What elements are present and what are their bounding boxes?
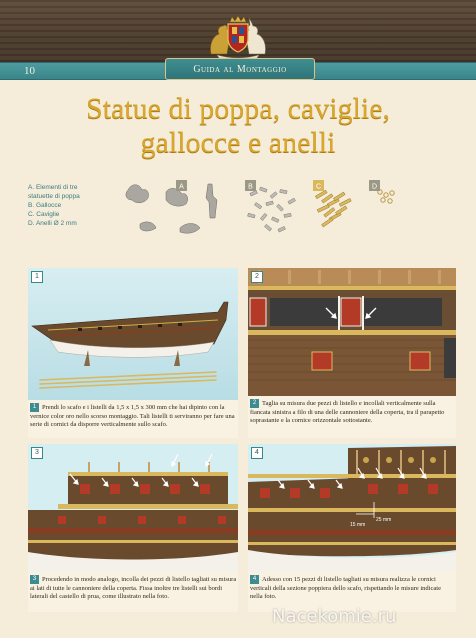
- step-4-photo: [248, 444, 456, 572]
- step-3-body: Procedendo in modo analogo, incolla dei pezzi di listello tagliati su misura ai lati di tutte le cannoniere della coperta. Fissa inoltre tre listelli sui bordi laterali del castello di prua, come illustrato nella foto.: [30, 575, 237, 601]
- step-3-badge: 3: [30, 575, 39, 584]
- parts-item: C. Caviglie: [28, 211, 60, 218]
- part-letter-b: B: [248, 183, 253, 191]
- step-4-body: Adesso con 15 pezzi di listello tagliati su misura realizza le cornici verticali della sezione poppiera dello scafo, rispettando le misure indicate nella foto.: [250, 575, 441, 601]
- step-3-photo: [28, 444, 238, 572]
- step-1-text: [30, 403, 237, 430]
- measure-label-a: 25 mm: [376, 517, 392, 523]
- watermark-text: Nacekomie.ru: [272, 606, 397, 627]
- step-4-number: 4: [251, 447, 263, 459]
- step-panel-3: [28, 444, 238, 612]
- step-2-photo: [248, 268, 456, 396]
- step-panel-1: [28, 268, 238, 438]
- ring-parts-icon: [378, 190, 394, 203]
- parts-item: B. Gallocce: [28, 202, 62, 209]
- step-2-body: Taglia su misura due pezzi di listello e incollali verticalmente sulla fiancata sinistra a filo di una delle cannoniere della coperta, tra il parapetto soprastante e la cornice orizzontale sottostante.: [250, 399, 445, 425]
- step-2-badge: 2: [250, 399, 259, 408]
- step-2-text: [250, 399, 455, 426]
- step-2-number: 2: [251, 271, 263, 283]
- step-panel-2: [248, 268, 456, 438]
- step-3-text: [30, 575, 237, 602]
- parts-item: A. Elementi di tre: [28, 184, 78, 191]
- part-letter-a: A: [179, 183, 184, 191]
- guide-label: Guida al Montaggio: [193, 64, 287, 75]
- step-panel-4: [248, 444, 456, 612]
- step-4-badge: 4: [250, 575, 259, 584]
- title-line-1: Statue di poppa, caviglie,: [85, 92, 391, 125]
- step-1-body: Prendi lo scafo e i listelli da 1,5 x 1,5 x 300 mm che hai dipinto con la vernice color oro nello scorso montaggio. Tali listelli ti serviranno per fare una serie di cornici da disporre verticalmente sullo scafo.: [30, 403, 235, 429]
- measure-label-b: 15 mm: [350, 522, 366, 528]
- part-letter-c: C: [315, 183, 322, 191]
- header-wood-banner: [0, 0, 476, 80]
- step-1-badge: 1: [30, 403, 39, 412]
- parts-item: statuette di poppa: [28, 193, 80, 200]
- parts-item: D. Anelli Ø 2 mm: [28, 220, 77, 227]
- parts-illustration: [120, 178, 420, 248]
- guide-tab: [165, 58, 315, 80]
- cleat-parts-icon: [248, 187, 296, 232]
- page-title: [0, 92, 476, 160]
- belaying-pin-parts-icon: [315, 190, 351, 227]
- statuette-parts-icon: [126, 184, 217, 233]
- page-number: 10: [24, 65, 35, 77]
- step-1-number: 1: [31, 271, 43, 283]
- step-3-number: 3: [31, 447, 43, 459]
- title-line-2: gallocce e anelli: [140, 126, 336, 159]
- step-4-text: [250, 575, 454, 602]
- part-letter-d: D: [371, 183, 378, 191]
- step-1-photo: [28, 268, 238, 400]
- royal-crest-icon: [205, 14, 271, 60]
- parts-list: [28, 183, 123, 228]
